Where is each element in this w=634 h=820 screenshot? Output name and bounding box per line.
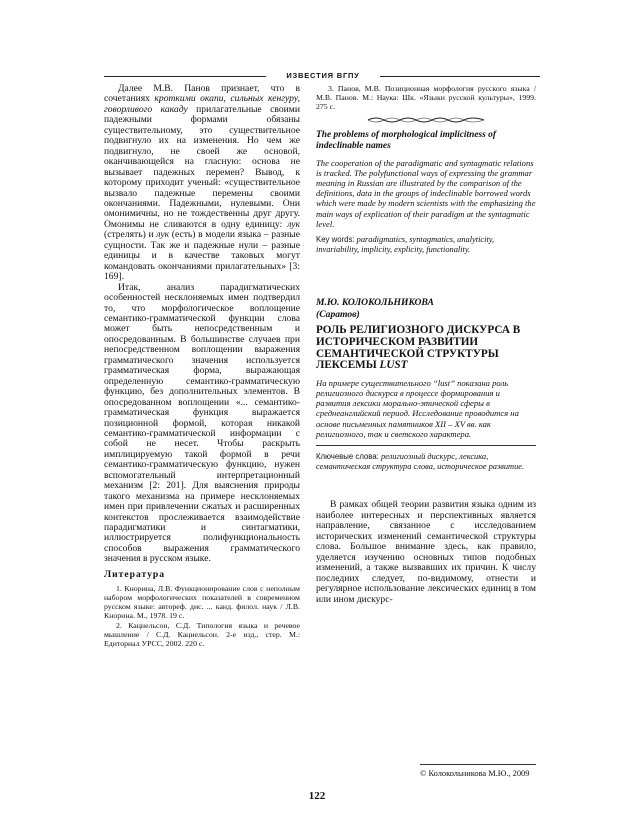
left-column [104, 84, 300, 648]
russian-abstract: На примере существительного “lust” показана роль религиозного дискурса в процессе формирования и развития лексики морально-этической сферы в среднеанглийский период. Исследование проводится на основе письменных памятников XII – XV вв. как религиозного, так и светского характера. [316, 377, 519, 439]
literature-heading: Литература [104, 568, 166, 580]
article-body: В рамках общей теории развития языка одним из наиболее интересных и перспективных является направление, связанное с исследованием исторических изменений семантической структуры слова. Большое внимание здесь, как правило, уделяется изучению основных типов подобных изменений, а также вызвавших их причин. К числу последних следует, по-видимому, отнести и регулярное использование лексических единиц в том или ином дискурс- [316, 499, 536, 605]
left-paragraph-1 [104, 84, 300, 283]
abstract-rule [316, 445, 536, 446]
copyright: © Колокольникова М.Ю., 2009 [420, 769, 530, 778]
right-column [316, 84, 536, 605]
ornament-divider-icon [366, 116, 486, 124]
reference-2: 2. Кацнельсон, С.Д. Типология языка и речевое мышление / С.Д. Кацнельсон. 2-е изд., стер. М.: Едиториал УРСС, 2002. 220 с. [104, 620, 300, 649]
english-abstract: The cooperation of the paradigmatic and syntagmatic relations is tracked. The polyfunctional ways of expressing the grammar meaning in Russian are illustrated by the comparison of the definitions, data in the groups of indeclinable borrowed words which were made by modern scientists with the emphasizing the main ways of explication of their paradigm at the syntagmatic level. [316, 157, 536, 229]
copyright-rule [420, 764, 536, 765]
author-city: (Саратов) [316, 308, 360, 320]
paragraph-run: (есть) в модели языка – разные сущности. Так же и падежные нули – разные единицы и в качестве таковых могут командовать окончаниями прилагательных» [3: 169]. [104, 229, 300, 283]
header-rule-right [380, 76, 540, 77]
author-name: М.Ю. КОЛОКОЛЬНИКОВА [316, 297, 434, 309]
paragraph-run: лук [287, 218, 300, 230]
ru-keywords-value: религиозный дискурс, лексика, семантическая структура слова, историческое развитие. [316, 452, 525, 472]
header-rule-left [104, 76, 266, 77]
english-keywords [316, 235, 536, 255]
keywords-value: paradigmatics, syntagmatics, analyticity, invariability, implicity, explicity, functionality. [316, 235, 495, 255]
paragraph-run: (стрелять) и [104, 229, 157, 241]
reference-3: 3. Панов, М.В. Позиционная морфология русского языка / М.В. Панов. М.: Наука: Шк. «Языки русской культуры», 1999. 275 с. [316, 84, 536, 112]
running-header [104, 70, 540, 82]
ru-keywords-label: Ключевые слова: [316, 452, 379, 462]
keywords-label: Key words: [316, 235, 355, 245]
paragraph-run: лук [156, 229, 170, 241]
author-block [316, 297, 536, 320]
russian-keywords [316, 452, 536, 472]
journal-title: ИЗВЕСТИЯ ВГПУ [286, 71, 360, 80]
paragraph-run: кроткими окапи, сильных кенгуру, говорливого какаду [104, 93, 300, 115]
article-title-word: LUST [379, 359, 408, 372]
article-title-main: РОЛЬ РЕЛИГИОЗНОГО ДИСКУРСА В ИСТОРИЧЕСКОМ РАЗВИТИИ СЕМАНТИЧЕСКОЙ СТРУКТУРЫ ЛЕКСЕМЫ [316, 324, 521, 372]
english-title: The problems of morphological implicitness of indeclinable names [316, 129, 496, 151]
left-paragraph-2: Итак, анализ парадигматических особенностей несклоняемых имен подтвердил то, что морфологическое воплощение семантико-грамматической функции слова может быть непосредственным и опосредованным. В большинстве случаев при непосредственном воплощении выражения грамматического значения используется грамматическая форма, выражающая определенную семантико-грамматическую функцию, без дополнительных элементов. В опосредованном воплощении «... семантико-грамматическая функция выражается позиционной формой, которая никакой семантико-грамматической информации с собой не несет. Чтобы раскрыть имплицируемую такой формой в речи семантико-грамматическую функцию, нужен вспомогательный интерпретационный механизм [2: 201]. Для выяснения природы такого механизма на примере несклоняемых имен при привлечении сжатых и расширенных контекстов прослеживается взаимодействие парадигматики и синтагматики, иллюстрируется полифункциональность способов выражения грамматического значения в русском языке. [104, 281, 300, 565]
paragraph-run: прилагательные своими падежными формами обязаны существительному, это существительное подвигнуло их на изменения. Но чем же подвигнуло, не своей же основой, оканчивающейся на гласную: основа не вызывает падежных перемен? Вывод, к которому приходит ученый: «существительное вызвало падежные перемены своими окончаниями. Падежными, нулевыми. Они омонимичны, но не тождественны друг другу. Омонимы не сливаются в одну единицу: [104, 103, 300, 230]
paragraph-run: Далее М.В. Панов признает, что в сочетаниях [104, 83, 300, 105]
page-number: 122 [308, 790, 326, 802]
reference-1: 1. Кнорина, Л.В. Функционирование слов с неполным набором морфологических показателей в современном русском языке: автореф. дис. ... канд. филол. наук / Л.В. Кнорина. М., 1978. 19 с. [104, 583, 300, 621]
article-title [316, 325, 536, 371]
